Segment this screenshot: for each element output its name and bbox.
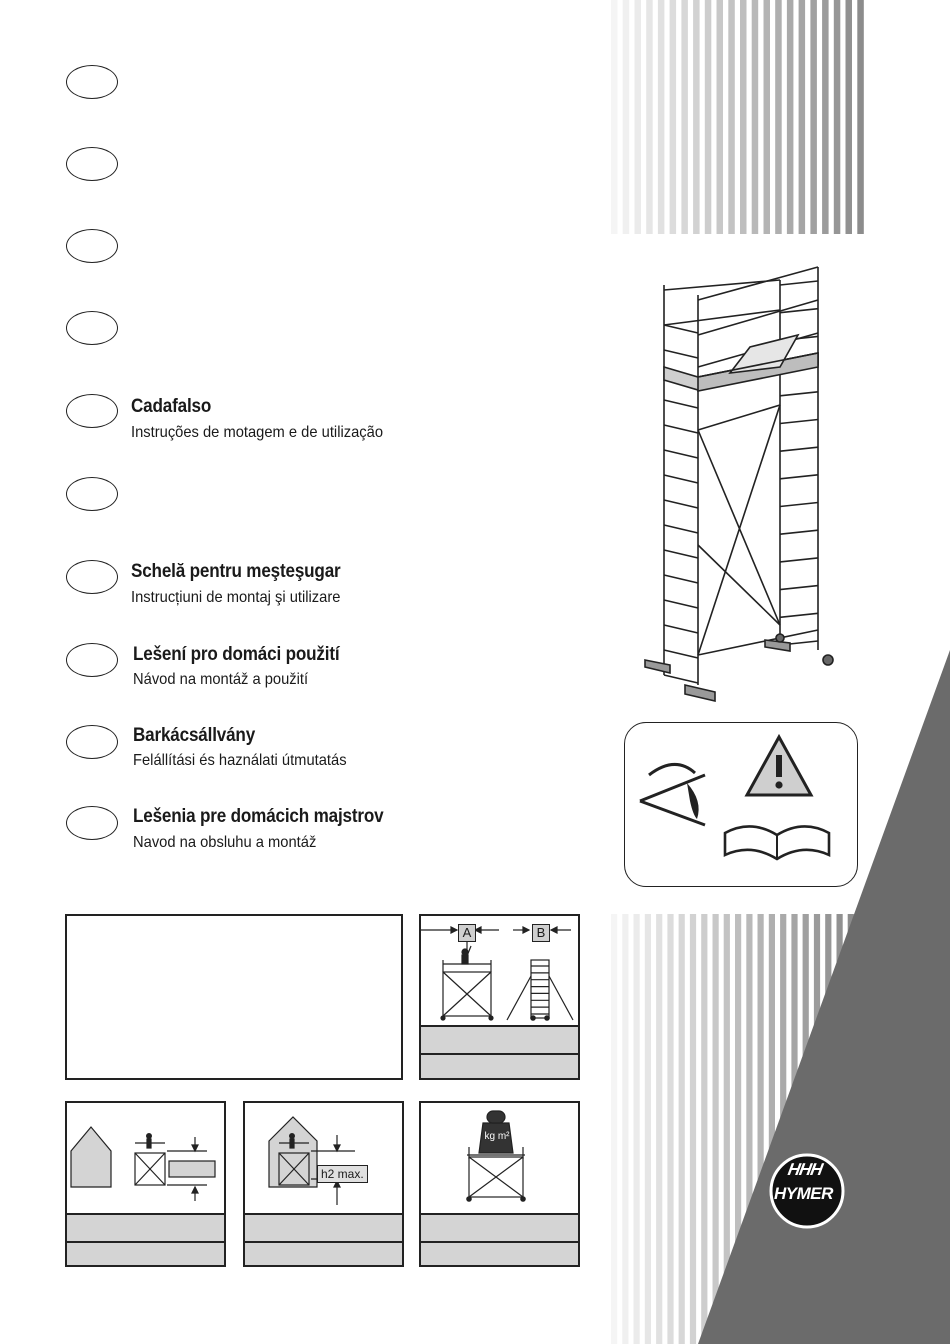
stripe [623, 0, 630, 234]
open-book-icon [721, 813, 833, 863]
stripe [705, 0, 712, 234]
warning-triangle-icon [743, 733, 815, 799]
stripe [834, 0, 841, 234]
language-flag-oval [66, 725, 118, 759]
stripe [658, 0, 665, 234]
diagram-box-load [419, 1101, 580, 1267]
stripe [681, 0, 688, 234]
info-text-box [65, 914, 403, 1080]
stripe [646, 0, 653, 234]
language-title-hu: Barkácsállvány [133, 725, 256, 746]
stripe [634, 914, 640, 1344]
stripe [857, 0, 864, 234]
scaffold-rung [664, 525, 698, 533]
scaffold-rung [664, 475, 698, 483]
stripe [693, 0, 700, 234]
indoor-height-diagram [245, 1103, 402, 1213]
scaffold-rung [664, 575, 698, 583]
grey-band [421, 1241, 578, 1267]
scaffold-rung [664, 350, 698, 358]
language-title-ro: Schelă pentru meşteşugar [131, 561, 341, 582]
language-title-cz: Lešení pro domáci použití [133, 644, 340, 665]
scaffold-rung [780, 558, 818, 562]
stripe [799, 0, 806, 234]
stripe [622, 914, 628, 1344]
stripe [822, 0, 829, 234]
language-flag-oval [66, 477, 118, 511]
stripe [611, 0, 618, 234]
scaffold-rung [664, 425, 698, 433]
scaffold-rung [664, 500, 698, 508]
scaffold-rung [664, 625, 698, 633]
scaffold-rung [664, 600, 698, 608]
language-flag-oval [66, 643, 118, 677]
stripe [679, 914, 685, 1344]
language-flag-oval [66, 560, 118, 594]
logo-wordmark: HYMER [774, 1184, 833, 1203]
grey-band [245, 1213, 402, 1241]
stripe [635, 0, 642, 234]
scaffold-rung [664, 550, 698, 558]
language-flag-oval [66, 229, 118, 263]
language-subtitle-cz: Návod na montáž a použití [133, 671, 309, 688]
scaffold-rung [780, 281, 818, 285]
safety-notice-panel [624, 722, 858, 887]
grey-band [67, 1213, 224, 1241]
h2-max-label: h2 max. [317, 1165, 368, 1183]
language-flag-oval [66, 806, 118, 840]
label-a: A [458, 924, 476, 942]
scaffold-rung [780, 503, 818, 507]
decorative-stripe-block-top [611, 0, 869, 234]
language-subtitle-sk: Navod na obsluhu a montáž [133, 834, 317, 851]
scaffold-rung [664, 650, 698, 658]
load-capacity-diagram [421, 1103, 578, 1213]
language-title-pt: Cadafalso [131, 396, 212, 417]
scaffold-illustration [640, 255, 840, 705]
scaffold-rung [664, 450, 698, 458]
stripe [752, 0, 759, 234]
language-flag-oval [66, 311, 118, 345]
eye-icon [635, 753, 715, 828]
stripe [611, 914, 617, 1344]
diagram-box-positions [419, 914, 580, 1080]
stripe [740, 0, 747, 234]
stripe [670, 0, 677, 234]
stripe [645, 914, 651, 1344]
stripe [775, 0, 782, 234]
stripe [764, 0, 771, 234]
scaffold-rung [664, 675, 698, 683]
grey-band [421, 1213, 578, 1241]
scaffold-rung [780, 586, 818, 590]
weight-label: kg m² [484, 1131, 510, 1142]
label-b: B [532, 924, 550, 942]
stripe [810, 0, 817, 234]
language-flag-oval [66, 394, 118, 428]
language-subtitle-hu: Felállítási és haználati útmutatás [133, 752, 347, 769]
scaffold-rung [664, 325, 698, 333]
diagram-box-outdoor [65, 1101, 226, 1267]
stripe [717, 0, 724, 234]
stripe [667, 914, 673, 1344]
language-title-sk: Lešenia pre domácich majstrov [133, 806, 384, 827]
scaffold-rung [664, 400, 698, 408]
stripe [787, 0, 794, 234]
grey-band [245, 1241, 402, 1267]
grey-band [67, 1241, 224, 1267]
stripe [656, 914, 662, 1344]
diagram-box-indoor [243, 1101, 404, 1267]
grey-band [421, 1053, 578, 1080]
scaffold-rung [780, 613, 818, 617]
scaffold-rung [780, 447, 818, 451]
scaffold-position-diagram [421, 916, 578, 1026]
grey-band [421, 1025, 578, 1053]
language-subtitle-pt: Instruções de motagem e de utilização [131, 424, 384, 441]
stripe [728, 0, 735, 234]
language-subtitle-ro: Instrucțiuni de montaj şi utilizare [131, 589, 341, 606]
language-flag-oval [66, 147, 118, 181]
language-flag-oval [66, 65, 118, 99]
scaffold-rung [780, 420, 818, 424]
scaffold-rung [780, 475, 818, 479]
scaffold-rung [780, 530, 818, 534]
outdoor-height-diagram [67, 1103, 224, 1213]
hymer-logo [768, 1152, 846, 1230]
scaffold-rung [780, 392, 818, 396]
logo-mark: HHH [786, 1160, 824, 1179]
stripe [846, 0, 853, 234]
